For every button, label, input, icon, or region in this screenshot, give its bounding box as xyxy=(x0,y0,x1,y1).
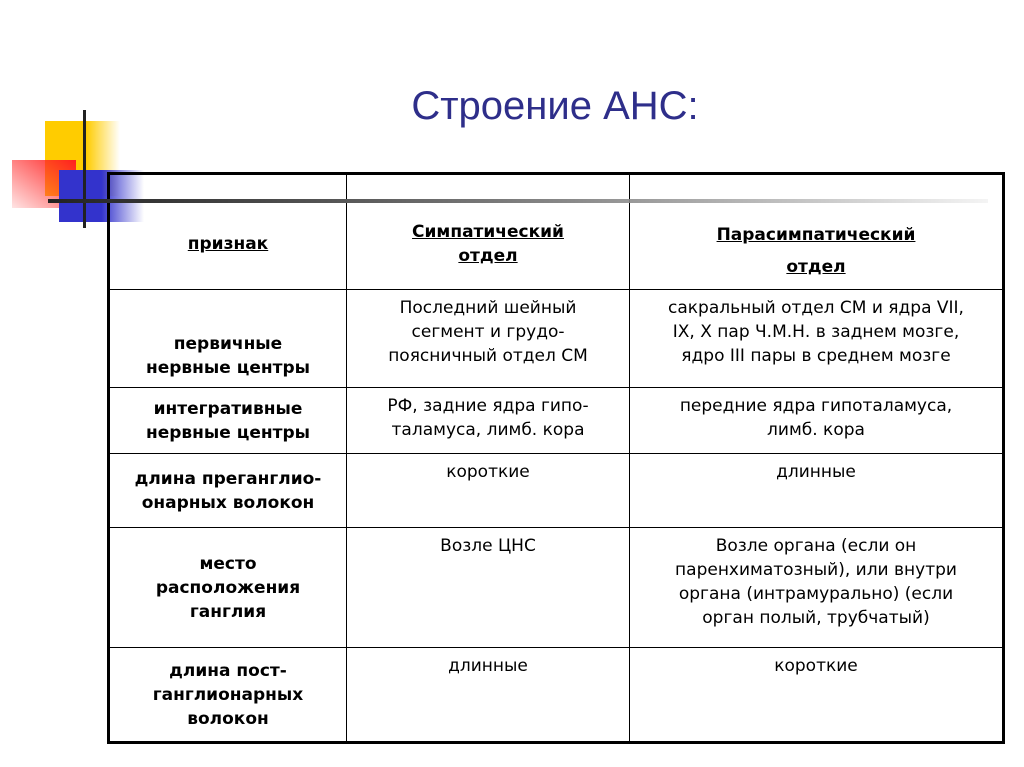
header-parasympathetic: Парасимпатический отдел xyxy=(630,174,1004,290)
cell-sympathetic: Возле ЦНС xyxy=(347,528,630,648)
row-label: первичные нервные центры xyxy=(109,290,347,388)
row-label: интегративные нервные центры xyxy=(109,388,347,454)
table-header-row xyxy=(109,174,1004,290)
row-label: место расположения ганглия xyxy=(109,528,347,648)
table-row xyxy=(109,290,1004,388)
decor-vertical-line xyxy=(83,110,86,228)
header-sympathetic: Симпатический отдел xyxy=(347,174,630,290)
row-label: длина пост- ганглионарных волокон xyxy=(109,648,347,743)
cell-parasympathetic: Возле органа (если он паренхиматозный), или внутри органа (интрамурально) (если орган полый, трубчатый) xyxy=(630,528,1004,648)
row-label: длина преганглио- онарных волокон xyxy=(109,454,347,528)
cell-parasympathetic: сакральный отдел СМ и ядра VII, IX, X пар Ч.М.Н. в заднем мозге, ядро III пары в среднем мозге xyxy=(630,290,1004,388)
slide-title: Строение АНС: xyxy=(411,84,699,128)
decor-horizontal-line xyxy=(48,199,988,203)
cell-sympathetic: Последний шейный сегмент и грудо- поясничный отдел СМ xyxy=(347,290,630,388)
comparison-table xyxy=(107,172,1005,744)
cell-parasympathetic: короткие xyxy=(630,648,1004,743)
table-row xyxy=(109,454,1004,528)
cell-parasympathetic: длинные xyxy=(630,454,1004,528)
header-feature: признак xyxy=(109,174,347,290)
table-row xyxy=(109,388,1004,454)
cell-sympathetic: длинные xyxy=(347,648,630,743)
cell-sympathetic: РФ, задние ядра гипо- таламуса, лимб. кора xyxy=(347,388,630,454)
table-row xyxy=(109,528,1004,648)
table-row xyxy=(109,648,1004,743)
cell-parasympathetic: передние ядра гипоталамуса, лимб. кора xyxy=(630,388,1004,454)
cell-sympathetic: короткие xyxy=(347,454,630,528)
